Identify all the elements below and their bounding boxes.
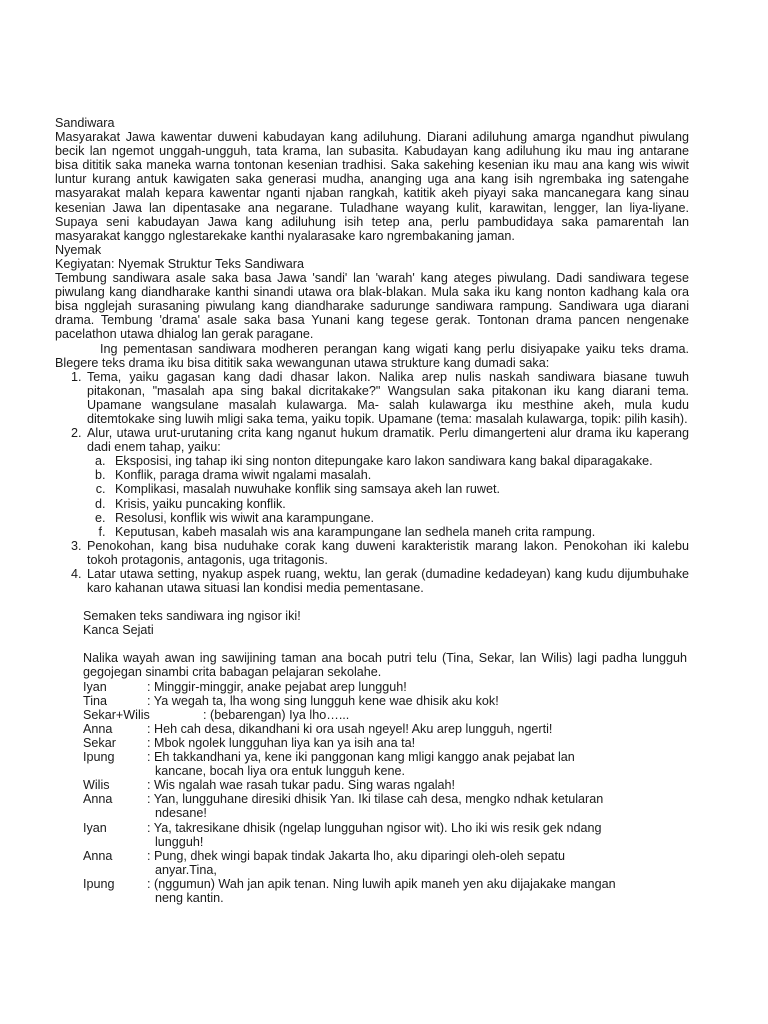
- dialog-line: [83, 680, 687, 694]
- list-item: 4. Latar utawa setting, nyakup aspek ruang, wektu, lan gerak (dumadine kedadeyan) kang kudu dijumbuhake karo kahanan utawa situasi lan kondisi media pementasane.: [85, 567, 689, 595]
- list-item: b. Konflik, paraga drama wiwit ngalami masalah.: [109, 468, 689, 482]
- dialog-text: [147, 792, 687, 820]
- list-item: c. Komplikasi, masalah nuwuhake konflik sing samsaya akeh lan ruwet.: [109, 482, 689, 496]
- list-item: d. Krisis, yaiku puncaking konflik.: [109, 497, 689, 511]
- dialog-text: [147, 877, 687, 905]
- speaker-name: Anna: [83, 721, 113, 736]
- speaker-name: Anna: [83, 792, 113, 807]
- dialog-text: [147, 821, 687, 849]
- speaker-name: Wilis: [83, 778, 110, 793]
- dialog-text-continuation: anyar.Tina,: [155, 862, 217, 877]
- list-item: 2. Alur, utawa urut-urutaning crita kang nganut hukum dramatik. Perlu dimangerteni alur drama iku kaperang dadi enem tahap, yaiku: a. Eksposisi, ing tahap iki sing nonton ditepungake karo lakon sandiwara kang bakal diparagakake. b. Konflik, paraga drama wiwit ngalami masalah. c. Komplikasi, masalah nuwuhake konflik sing samsaya akeh lan ruwet. d. Krisis, yaiku puncaking konflik. e. Resolusi, konflik wis wiwit ana karampungane. f. Keputusan, kabeh masalah wis ana karampungane lan sedhela maneh crita rampung.: [85, 426, 689, 539]
- structure-paragraph: Ing pementasan sandiwara modheren perangan kang wigati kang perlu disiyapake yaiku teks drama. Blegere teks drama iku bisa dititik saka wewangunan utawa strukture kang dumadi saka:: [55, 341, 689, 370]
- narration-paragraph: Nalika wayah awan ing sawijining taman ana bocah putri telu (Tina, Sekar, lan Wilis) lagi padha lungguh gegojegan sinambi crita babagan pelajaran sekolahe.: [83, 651, 687, 680]
- dialog-text-line: : (bebarengan) Iya lho…...: [203, 707, 350, 722]
- dialog-text-line: : Pung, dhek wingi bapak tindak Jakarta lho, aku diparingi oleh-oleh sepatu: [147, 848, 565, 863]
- dialog-text-line: : Minggir-minggir, anake pejabat arep lungguh!: [147, 679, 407, 694]
- dialog-text-line: : (nggumun) Wah jan apik tenan. Ning luwih apik maneh yen aku dijajakake mangan: [147, 876, 616, 891]
- dialog-text: [147, 849, 687, 877]
- dialog-text: [147, 722, 687, 736]
- dialog-text: [147, 778, 687, 792]
- dialog-text-continuation: lungguh!: [155, 834, 204, 849]
- dialog-line: [83, 821, 687, 849]
- intro-paragraph: Masyarakat Jawa kawentar duweni kabudayan kang adiluhung. Diarani adiluhung amarga ngandhut piwulang becik lan ngemot unggah-ungguh, tata krama, lan subasita. Kabudayan kang adiluhung iku mau ing antarane bisa dititik saka maneka warna tontonan kesenian tradhisi. Saka sakehing kesenian iku mau ana kang wis wiwit luntur kurang antuk kawigaten saka generasi mudha, ananging uga ana kang isih ngrembaka ing satengahe masyarakat malah kepara kawentar nganti njaban rangkah, katitik akeh piyayi saka mancanegara kang sinau kesenian Jawa lan dipentasake ana negarane. Tuladhane wayang kulit, karawitan, lengger, lan liya-liyane. Supaya seni kabudayan Jawa kang adiluhung isih tetep ana, perlu pambudidaya saka pamarentah lan masyarakat kanggo nglestarekake kanthi nyalarasake karo ngrembakaning jaman.: [55, 130, 689, 243]
- dialog-text-line: : Ya, takresikane dhisik (ngelap lungguhan ngisor wit). Lho iki wis resik gek ndang: [147, 820, 602, 835]
- dialog-text-line: : Yan, lungguhane diresiki dhisik Yan. Iki tilase cah desa, mengko ndhak ketularan: [147, 792, 604, 807]
- dialog-text-continuation: ndesane!: [155, 806, 207, 821]
- speaker-name: Sekar+Wilis: [83, 707, 150, 722]
- list-item: e. Resolusi, konflik wis wiwit ana karampungane.: [109, 511, 689, 525]
- dialog-text-line: : Heh cah desa, dikandhani ki ora usah ngeyel! Aku arep lungguh, ngerti!: [147, 721, 553, 736]
- speaker-name: Iyan: [83, 679, 107, 694]
- activity-heading: Kegiyatan: Nyemak Struktur Teks Sandiwara: [55, 256, 304, 271]
- list-item: 3. Penokohan, kang bisa nuduhake corak kang duweni karakteristik marang lakon. Penokohan iki kalebu tokoh protagonis, antagonis, uga tritagonis.: [85, 539, 689, 567]
- drama-script: [83, 595, 687, 905]
- dialog-text: [147, 694, 687, 708]
- dialog-text-line: : Ya wegah ta, lha wong sing lungguh kene wae dhisik aku kok!: [147, 693, 499, 708]
- speaker-name: Ipung: [83, 750, 115, 765]
- dialog-line: [83, 736, 687, 750]
- section-heading-nyemak: Nyemak: [55, 242, 102, 257]
- speaker-name: Tina: [83, 693, 108, 708]
- dialog-line: [83, 722, 687, 736]
- dialog-text-line: : Wis ngalah wae rasah tukar padu. Sing waras ngalah!: [147, 778, 456, 793]
- dialog-line: [83, 792, 687, 820]
- dialog-text: [147, 750, 687, 778]
- dialog-line: [83, 778, 687, 792]
- dialog-text: [203, 708, 687, 722]
- dialog-line: [83, 694, 687, 708]
- speaker-name: Anna: [83, 848, 113, 863]
- dialog-list: [83, 680, 687, 906]
- dialog-text-line: : Mbok ngolek lungguhan liya kan ya isih ana ta!: [147, 735, 416, 750]
- dialog-line: [83, 877, 687, 905]
- dialog-line: [83, 708, 687, 722]
- document-page: [55, 116, 689, 905]
- dialog-text-continuation: kancane, bocah liya ora entuk lungguh kene.: [155, 764, 405, 779]
- list-item: a. Eksposisi, ing tahap iki sing nonton ditepungake karo lakon sandiwara kang bakal diparagakake.: [109, 454, 689, 468]
- dialog-text: [147, 736, 687, 750]
- plot-stage-list: [87, 454, 689, 539]
- list-item: 1. Tema, yaiku gagasan kang dadi dhasar lakon. Nalika arep nulis naskah sandiwara biasane tuwuh pitakonan, "masalah apa sing bakal dicritakake?" Wangsulan saka pitakonan iku kang diarani tema. Upamane wangsulane masalah kulawarga. Ma- salah kulawarga iku mesthine akeh, mula kudu ditemtokake sing luwih mligi saka tema, yaiku topik. Upamane (tema: masalah kulawarga, topik: pilih kasih).: [85, 370, 689, 426]
- dialog-line: [83, 750, 687, 778]
- dialog-text-continuation: neng kantin.: [155, 890, 224, 905]
- instruction-text: Semaken teks sandiwara ing ngisor iki!: [83, 609, 301, 624]
- speaker-name: Iyan: [83, 820, 107, 835]
- speaker-name: Sekar: [83, 735, 116, 750]
- structure-list: [55, 370, 689, 596]
- dialog-text-line: : Eh takkandhani ya, kene iki panggonan kang mligi kanggo anak pejabat lan: [147, 750, 575, 765]
- speaker-name: Ipung: [83, 876, 115, 891]
- definition-paragraph: Tembung sandiwara asale saka basa Jawa 'sandi' lan 'warah' kang ateges piwulang. Dadi sandiwara tegese piwulang kang diandharake kanthi sinandi utawa ora blak-blakan. Mula saka iku kang nonton kadhang kala ora bisa ngglejah surasaning piwulang kang diandharake sadurunge sandiwara rampung. Sandiwara uga diarani drama. Tembung 'drama' asale saka basa Yunani kang tegese gerak. Tontonan drama pancen nengenake pacelathon utawa dhialog lan gerak paragane.: [55, 271, 689, 342]
- dialog-line: [83, 849, 687, 877]
- drama-title: Kanca Sejati: [83, 623, 154, 638]
- document-title: Sandiwara: [55, 116, 115, 130]
- list-item: f. Keputusan, kabeh masalah wis ana karampungane lan sedhela maneh crita rampung.: [109, 525, 689, 539]
- dialog-text: [147, 680, 687, 694]
